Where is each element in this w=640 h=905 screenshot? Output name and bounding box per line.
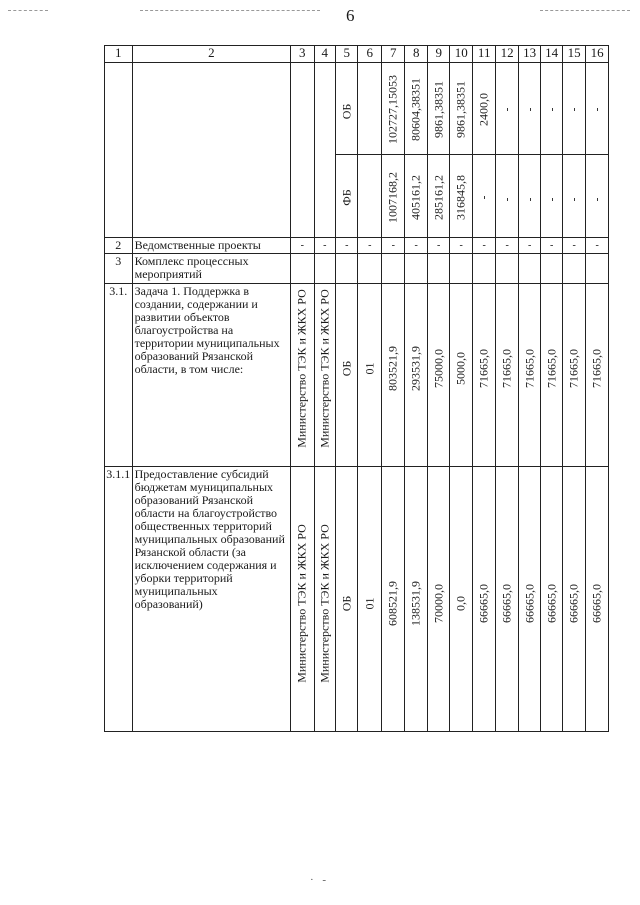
row-3-1-value-col15: 71665,0 <box>562 284 586 467</box>
header-cell-8: 8 <box>405 46 427 63</box>
row-3-col12 <box>496 254 518 284</box>
header-cell-13: 13 <box>518 46 540 63</box>
summary-col2-blank <box>132 63 290 238</box>
top-scan-line-center <box>140 10 320 11</box>
summary-ob-value-col14: - <box>541 63 562 155</box>
row-3-1-value-col9: 75000,0 <box>427 284 449 467</box>
summary-fb-value-col8: 405161,2 <box>405 155 427 238</box>
row-3-1-value-col10: 5000,0 <box>450 284 472 467</box>
row-3-col8 <box>405 254 427 284</box>
row-3-1-id: 3.1. <box>105 284 133 467</box>
top-scan-line-left <box>8 10 48 11</box>
row-2-mark-col14: - <box>541 238 562 254</box>
row-3-1-1-value-col10: 0,0 <box>450 467 472 732</box>
row-2-label: Ведомственные проекты <box>132 238 290 254</box>
summary-ob-value-col13: - <box>518 63 540 155</box>
summary-ob-col6 <box>358 63 382 155</box>
summary-fb-value-col16: - <box>586 155 609 238</box>
row-3-1-1-value-col8: 138531,9 <box>405 467 427 732</box>
top-scan-line-right <box>540 10 630 11</box>
row-3-1-1-value-col16: 66665,0 <box>586 467 609 732</box>
summary-ob-value-col8: 80604,38351 <box>405 63 427 155</box>
row-3-1-value-col7: 803521,9 <box>381 284 405 467</box>
header-cell-2: 2 <box>132 46 290 63</box>
row-3-1-col6: 01 <box>358 284 382 467</box>
summary-ob-label: ОБ <box>336 63 358 155</box>
header-cell-11: 11 <box>472 46 496 63</box>
summary-col3-blank <box>291 63 315 238</box>
summary-fb-value-col11: - <box>472 155 496 238</box>
header-cell-12: 12 <box>496 46 518 63</box>
row-3-1-value-col13: 71665,0 <box>518 284 540 467</box>
row-3-1-col3: Министерство ТЭК и ЖКХ РО <box>291 284 315 467</box>
row-3-1-value-col14: 71665,0 <box>541 284 562 467</box>
header-cell-9: 9 <box>427 46 449 63</box>
row-3-1-1-value-col14: 66665,0 <box>541 467 562 732</box>
budget-table <box>104 45 609 732</box>
header-cell-5: 5 <box>336 46 358 63</box>
row-3-label: Комплекс процессных мероприятий <box>132 254 290 284</box>
row-3-1-value-col16: 71665,0 <box>586 284 609 467</box>
summary-ob-value-col16: - <box>586 63 609 155</box>
row-3-col4 <box>314 254 335 284</box>
row-2-mark-col4: - <box>314 238 335 254</box>
row-3-col11 <box>472 254 496 284</box>
header-row <box>105 46 609 63</box>
summary-ob-value-col10: 9861,38351 <box>450 63 472 155</box>
row-3-1-1-col5: ОБ <box>336 467 358 732</box>
row-3-1-1-id: 3.1.1 <box>105 467 133 732</box>
summary-fb-value-col15: - <box>562 155 586 238</box>
row-2-id: 2 <box>105 238 133 254</box>
row-3-1-1-value-col9: 70000,0 <box>427 467 449 732</box>
header-cell-4: 4 <box>314 46 335 63</box>
scan-artifact-marks: · - <box>310 874 330 886</box>
summary-fb-col6 <box>358 155 382 238</box>
summary-fb-value-col14: - <box>541 155 562 238</box>
summary-col4-blank <box>314 63 335 238</box>
row-2-mark-col6: - <box>358 238 382 254</box>
row-3-1-value-col12: 71665,0 <box>496 284 518 467</box>
row-3-col9 <box>427 254 449 284</box>
row-3-1-value-col8: 293531,9 <box>405 284 427 467</box>
row-2-mark-col8: - <box>405 238 427 254</box>
row-3-1-1-value-col12: 66665,0 <box>496 467 518 732</box>
summary-ob-value-col11: 2400,0 <box>472 63 496 155</box>
row-3-1-1-col6: 01 <box>358 467 382 732</box>
row-3-col13 <box>518 254 540 284</box>
row-3-col16 <box>586 254 609 284</box>
row-2-mark-col15: - <box>562 238 586 254</box>
row-3-col15 <box>562 254 586 284</box>
row-3-col10 <box>450 254 472 284</box>
table-row-2 <box>105 238 609 254</box>
row-3-1-1-value-col7: 608521,9 <box>381 467 405 732</box>
row-3-col6 <box>358 254 382 284</box>
row-3-1-1-value-col13: 66665,0 <box>518 467 540 732</box>
header-cell-10: 10 <box>450 46 472 63</box>
summary-ob-value-col12: - <box>496 63 518 155</box>
row-2-mark-col11: - <box>472 238 496 254</box>
row-3-1-1-col3: Министерство ТЭК и ЖКХ РО <box>291 467 315 732</box>
table-row-3-1-1 <box>105 467 609 732</box>
row-2-mark-col16: - <box>586 238 609 254</box>
table-row-3 <box>105 254 609 284</box>
header-cell-3: 3 <box>291 46 315 63</box>
row-2-mark-col5: - <box>336 238 358 254</box>
summary-col1-blank <box>105 63 133 238</box>
row-3-col3 <box>291 254 315 284</box>
header-cell-16: 16 <box>586 46 609 63</box>
row-3-1-col4: Министерство ТЭК и ЖКХ РО <box>314 284 335 467</box>
row-3-col5 <box>336 254 358 284</box>
table-row-summary-ob <box>105 63 609 155</box>
row-3-1-1-value-col15: 66665,0 <box>562 467 586 732</box>
row-3-1-col5: ОБ <box>336 284 358 467</box>
header-cell-6: 6 <box>358 46 382 63</box>
row-3-id: 3 <box>105 254 133 284</box>
summary-fb-value-col13: - <box>518 155 540 238</box>
summary-fb-value-col10: 316845,8 <box>450 155 472 238</box>
summary-ob-value-col7: 102727,15053 <box>381 63 405 155</box>
header-cell-15: 15 <box>562 46 586 63</box>
row-2-mark-col13: - <box>518 238 540 254</box>
header-cell-7: 7 <box>381 46 405 63</box>
row-2-mark-col10: - <box>450 238 472 254</box>
row-3-1-value-col11: 71665,0 <box>472 284 496 467</box>
header-cell-1: 1 <box>105 46 133 63</box>
table-row-3-1 <box>105 284 609 467</box>
page-number: 6 <box>346 6 355 25</box>
summary-ob-value-col9: 9861,38351 <box>427 63 449 155</box>
row-2-mark-col12: - <box>496 238 518 254</box>
row-3-1-1-value-col11: 66665,0 <box>472 467 496 732</box>
summary-fb-value-col12: - <box>496 155 518 238</box>
row-3-1-label: Задача 1. Поддержка в создании, содержании и развитии объектов благоустройства на территории муниципальных образований Рязанской области, в том числе: <box>132 284 290 467</box>
row-2-mark-col9: - <box>427 238 449 254</box>
summary-fb-value-col9: 285161,2 <box>427 155 449 238</box>
row-3-col7 <box>381 254 405 284</box>
summary-fb-label: ФБ <box>336 155 358 238</box>
row-3-col14 <box>541 254 562 284</box>
summary-fb-value-col7: 1007168,2 <box>381 155 405 238</box>
row-2-mark-col3: - <box>291 238 315 254</box>
row-2-mark-col7: - <box>381 238 405 254</box>
row-3-1-1-label: Предоставление субсидий бюджетам муниципальных образований Рязанской области на благоустройство общественных территорий муниципальных образований Рязанской области (за исключением содержания и уборки территорий муниципальных образований) <box>132 467 290 732</box>
header-cell-14: 14 <box>541 46 562 63</box>
summary-ob-value-col15: - <box>562 63 586 155</box>
row-3-1-1-col4: Министерство ТЭК и ЖКХ РО <box>314 467 335 732</box>
